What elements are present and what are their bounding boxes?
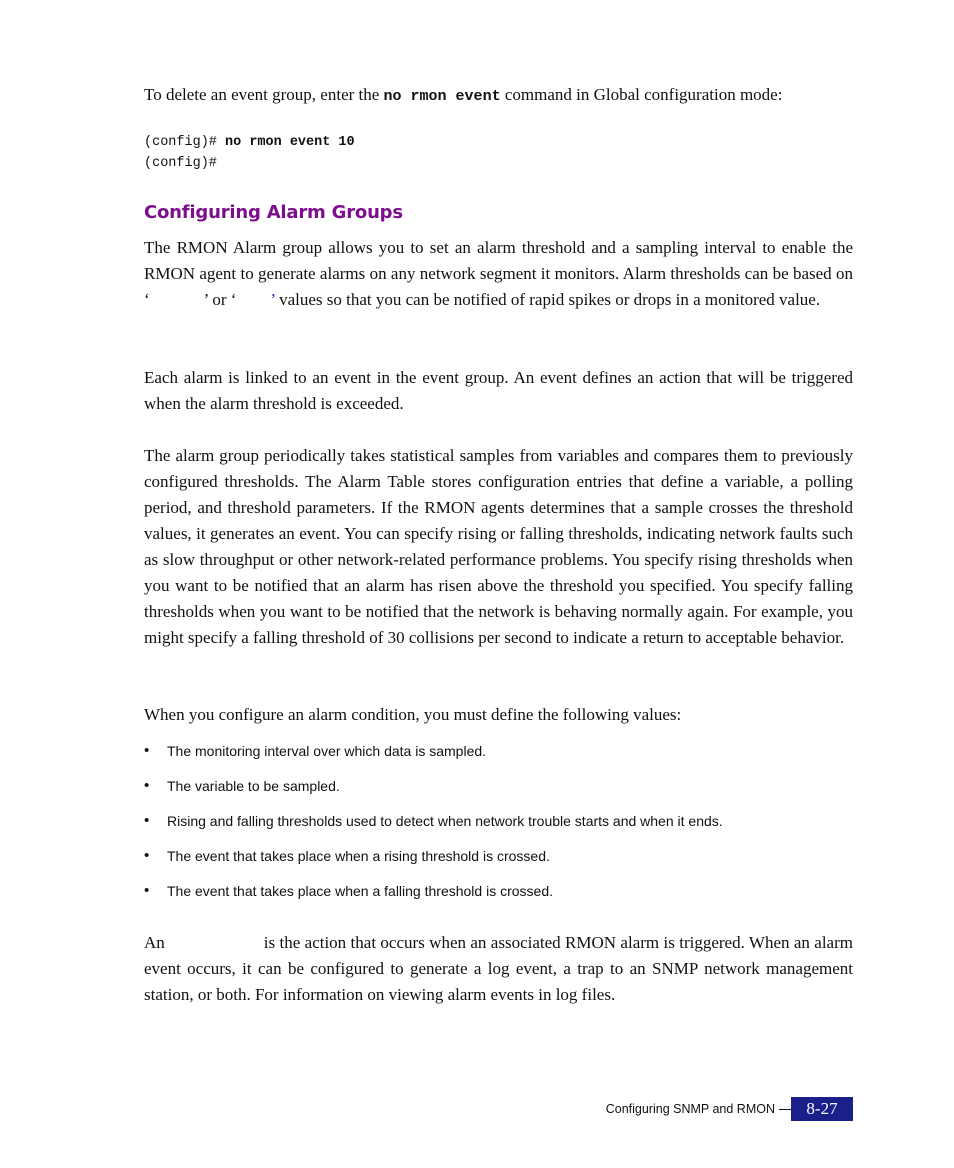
code-command: no rmon event 10 — [225, 135, 355, 150]
intro-paragraph — [144, 82, 853, 110]
page-footer — [606, 1097, 853, 1121]
list-item: • The monitoring interval over which data is sampled. — [144, 742, 487, 759]
list-item: • Rising and falling thresholds used to detect when network trouble starts and when it ends. — [144, 812, 723, 829]
intro-text-after: command in Global configuration mode: — [500, 85, 783, 104]
bullet-icon: • — [144, 812, 150, 829]
page-number: 8-27 — [791, 1097, 853, 1121]
define-values-paragraph: When you configure an alarm condition, you must define the following values: — [144, 705, 682, 724]
code-block — [144, 132, 355, 174]
code-line-2: (config)# — [144, 156, 217, 171]
section-heading: Configuring Alarm Groups — [144, 202, 403, 223]
alarm-group-paragraph: The RMON Alarm group allows you to set an alarm threshold and a sampling interval to enable the RMON agent to generate alarms on any network segment it monitors. Alarm thresholds can be based on ‘ ’ or ‘ ’ values so that you can be notified of rapid spikes or drops in a monitored value. — [144, 238, 853, 309]
code-line-1: (config)# no rmon event 10 — [144, 135, 355, 150]
list-item: • The event that takes place when a rising threshold is crossed. — [144, 847, 550, 864]
bullet-icon: • — [144, 742, 150, 759]
intro-command: no rmon event — [383, 88, 501, 105]
alarm-event-definition-paragraph: An is the action that occurs when an associated RMON alarm is triggered. When an alarm event occurs, it can be configured to generate a log event, a trap to an SNMP network management station, or both. For information on viewing alarm events in log files. — [144, 933, 853, 1004]
list-item: • The variable to be sampled. — [144, 777, 340, 794]
alarm-event-paragraph: Each alarm is linked to an event in the event group. An event defines an action that will be triggered when the alarm threshold is exceeded. — [144, 368, 853, 413]
link-quote: ’ — [270, 290, 275, 309]
bullet-icon: • — [144, 882, 150, 899]
footer-chapter-title: Configuring SNMP and RMON — [605, 1102, 775, 1116]
footer-rule — [779, 1109, 791, 1110]
bullet-icon: • — [144, 777, 150, 794]
list-item: • The event that takes place when a falling threshold is crossed. — [144, 882, 553, 899]
intro-text-before: To delete an event group, enter the — [144, 85, 384, 104]
bullet-icon: • — [144, 847, 150, 864]
values-list — [144, 742, 853, 917]
alarm-table-paragraph: The alarm group periodically takes statistical samples from variables and compares them to previously configured thresholds. The Alarm Table stores configuration entries that define a variable, a polling period, and threshold parameters. If the RMON agents determines that a sample crosses the threshold values, it generates an event. You can specify rising or falling thresholds, indicating network faults such as slow throughput or other network-related performance problems. You specify rising thresholds when you want to be notified that an alarm has risen above the threshold you specified. You specify falling thresholds when you want to be notified that the network is behaving normally again. For example, you might specify a falling threshold of 30 collisions per second to indicate a return to acceptable behavior. — [144, 446, 853, 647]
